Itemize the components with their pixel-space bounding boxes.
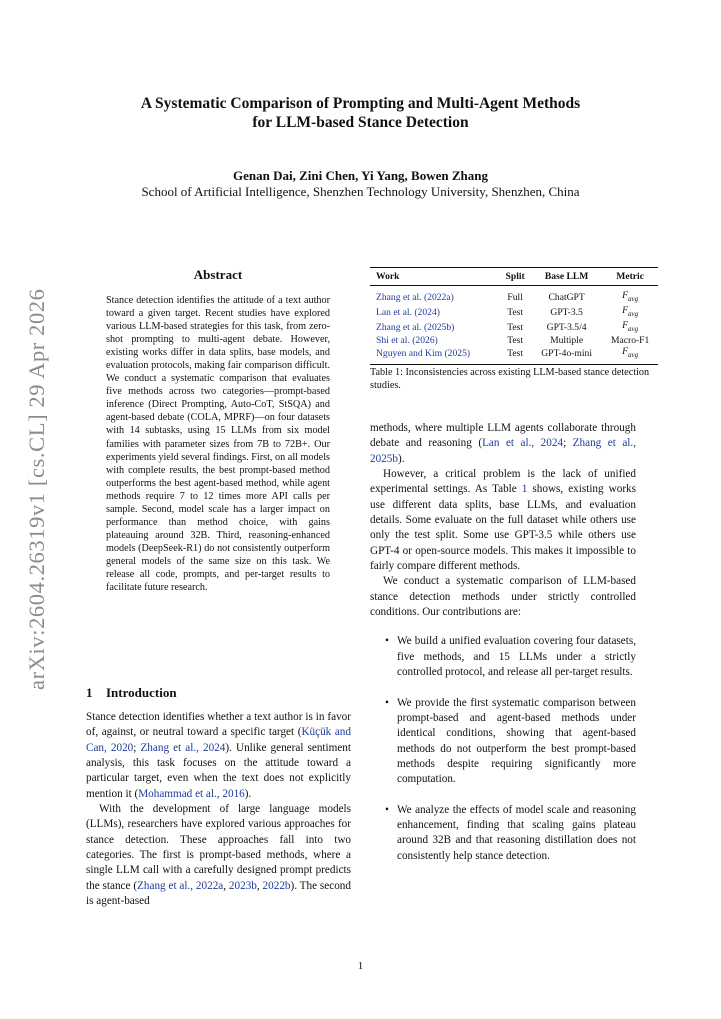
list-item-text: We analyze the effects of model scale and reasoning enhancement, finding that scaling gains plateau around 32B and that reasoning distillation does not consistently help stance detection. bbox=[397, 803, 636, 862]
table-cell-work bbox=[370, 335, 499, 346]
citation-link[interactable]: Zhang et al. (2022a) bbox=[376, 291, 454, 303]
table-cell-work bbox=[370, 346, 499, 364]
table-cell-base-llm: ChatGPT bbox=[548, 291, 585, 303]
table-cell-split: Test bbox=[507, 321, 524, 333]
list-item bbox=[370, 696, 636, 788]
table-cell-work bbox=[370, 305, 499, 320]
citation-link[interactable]: 2023b bbox=[228, 879, 257, 892]
text-span: shows, existing works use different data splits, base LLMs, and evaluation details. Some evaluate on the full dataset while others use only the test split. Some use GPT-3.5 while others use GPT-4 or open-source models. This makes it impossible to fairly compare different methods. bbox=[370, 483, 636, 573]
table-caption: Table 1: Inconsistencies across existing LLM-based stance detection studies. bbox=[370, 367, 650, 391]
citation-link[interactable]: Zhang et al., 2025b bbox=[370, 437, 636, 465]
table-cell-base-llm: GPT-3.5 bbox=[550, 306, 583, 318]
citation-link[interactable]: 2022b bbox=[262, 879, 291, 892]
table-cell-metric bbox=[602, 286, 658, 305]
table-cell-base-llm: GPT-4o-mini bbox=[541, 347, 593, 359]
citation-link[interactable]: Zhang et al., 2024 bbox=[140, 741, 226, 754]
table-row bbox=[370, 320, 658, 335]
right-paragraph-3: We conduct a systematic comparison of LLM-based stance detection methods under strictly controlled conditions. Our contributions are: bbox=[370, 575, 636, 619]
text-span: ). bbox=[244, 787, 252, 800]
table-row bbox=[370, 305, 658, 320]
metric-symbol: Macro-F1 bbox=[610, 334, 650, 346]
bullet-icon: • bbox=[385, 803, 389, 816]
abstract-text: Stance detection identifies the attitude of a text author toward a given target. Recent studies have explored various LLM-based strategies for this task, from zero-shot prompting to multi-agent debate. However, existing works differ in data splits, base models, and evaluation protocols, making fair comparison difficult. We conduct a systematic comparison that evaluates five methods across two categories—prompt-based inference (Direct Prompting, Auto-CoT, StSQA) and agent-based debate (COLA, MPRF)—on four datasets with 14 subtasks, using 15 LLMs from six model families with parameter sizes from 7B to 72B+. Our experiments yield several findings. First, on all models with complete results, the best prompt-based method outperforms the best agent-based method, while agent methods require 7 to 12 times more API calls per sample. Second, model scale has a larger impact on performance than method choice, with gains plateauing around 32B. Third, reasoning-enhanced models (DeepSeek-R1) do not consistently outperform general models of the same size on this task. We release all code, prompts, and per-target results to facilitate future research. bbox=[106, 295, 330, 594]
citation-link[interactable]: Mohammad et al., 2016 bbox=[138, 787, 245, 800]
table-cell-split: Test bbox=[507, 306, 524, 318]
contributions-list bbox=[370, 634, 636, 863]
citation-link[interactable]: Lan et al., 2024 bbox=[482, 437, 564, 450]
citation-link[interactable]: Lan et al. (2024) bbox=[376, 306, 440, 318]
bullet-icon: • bbox=[385, 635, 389, 648]
text-span: ). Unlike general sentiment analysis, this task focuses on the attitude toward a particular target, even when the text does not explicitly mention it ( bbox=[86, 741, 352, 800]
table-cell-metric bbox=[602, 320, 658, 335]
metric-symbol: F bbox=[622, 290, 629, 301]
list-item bbox=[370, 803, 636, 864]
table-row bbox=[370, 346, 658, 364]
paper-title bbox=[0, 94, 721, 132]
list-item-text: We provide the first systematic comparison between prompt-based and agent-based methods under identical conditions, showing that agent-based methods do not outperform the best prompt-based methods despite requiring significantly more computation. bbox=[397, 696, 636, 786]
bullet-icon: • bbox=[385, 696, 389, 709]
citation-link[interactable]: Shi et al. (2026) bbox=[376, 334, 438, 346]
citation-link[interactable]: Zhang et al., 2022a bbox=[137, 879, 224, 892]
right-paragraph-2 bbox=[370, 467, 636, 574]
table-reference-link[interactable]: 1 bbox=[521, 483, 528, 496]
text-span: , bbox=[223, 879, 229, 892]
table-cell-split: Full bbox=[507, 291, 523, 303]
citation-link[interactable]: Küçük and Can, 2020 bbox=[86, 726, 351, 754]
list-item bbox=[370, 634, 636, 680]
text-span: Stance detection identifies whether a text author is in favor of, against, or neutral toward a specific target ( bbox=[86, 711, 351, 739]
table-cell-metric bbox=[602, 346, 658, 364]
text-span: However, a critical problem is the lack of unified experimental settings. As Table bbox=[370, 468, 636, 496]
table-cell-metric bbox=[602, 305, 658, 320]
right-paragraph-1 bbox=[370, 421, 636, 467]
metric-symbol: F bbox=[622, 345, 629, 357]
metric-symbol: F bbox=[622, 304, 629, 316]
text-span: With the development of large language models (LLMs), researchers have explored various approaches for stance detection. These approaches fall into two categories. The first is prompt-based methods, where a single LLM call with a carefully designed prompt predicts the stance ( bbox=[86, 803, 351, 892]
text-span: ; bbox=[563, 437, 573, 450]
table-body bbox=[370, 286, 658, 365]
title-line-2: for LLM-based Stance Detection bbox=[252, 114, 469, 131]
metric-subscript: avg bbox=[628, 294, 639, 303]
text-span: ). The second is agent-based bbox=[86, 879, 351, 908]
page-number: 1 bbox=[357, 960, 364, 972]
citation-link[interactable]: Zhang et al. (2025b) bbox=[376, 321, 455, 333]
column-header-metric: Metric bbox=[616, 271, 644, 282]
author-list: Genan Dai, Zini Chen, Yi Yang, Bowen Zhang bbox=[232, 168, 488, 183]
column-header-work: Work bbox=[376, 271, 400, 282]
title-line-1: A Systematic Comparison of Prompting and Multi-Agent Methods bbox=[140, 95, 581, 112]
metric-subscript: avg bbox=[628, 324, 639, 333]
table-cell-metric bbox=[602, 335, 658, 346]
table-cell-split: Test bbox=[507, 347, 524, 359]
table-cell-work bbox=[370, 320, 499, 335]
metric-subscript: avg bbox=[628, 309, 639, 318]
section-title: Introduction bbox=[106, 685, 177, 700]
abstract-heading: Abstract bbox=[193, 267, 243, 282]
arxiv-stamp: arXiv:2604.26319v1 [cs.CL] 29 Apr 2026 bbox=[24, 288, 49, 690]
intro-paragraph-2 bbox=[86, 802, 351, 909]
table-cell-base-llm: Multiple bbox=[550, 334, 584, 346]
metric-subscript: avg bbox=[628, 350, 639, 359]
table-row bbox=[370, 335, 658, 346]
table-cell-work bbox=[370, 286, 499, 305]
affiliation: School of Artificial Intelligence, Shenzhen Technology University, Shenzhen, China bbox=[141, 184, 580, 199]
section-heading-introduction bbox=[86, 685, 177, 701]
column-header-base-llm: Base LLM bbox=[544, 271, 589, 282]
column-header-split: Split bbox=[505, 271, 525, 282]
table-row bbox=[370, 286, 658, 305]
list-item-text: We build a unified evaluation covering four datasets, five methods, and 15 LLMs under a strictly controlled protocol, and release all per-target results. bbox=[397, 635, 636, 679]
section-number: 1 bbox=[86, 685, 93, 700]
comparison-table bbox=[370, 267, 658, 365]
text-span: ). bbox=[397, 452, 405, 465]
table-cell-base-llm: GPT-3.5/4 bbox=[546, 321, 587, 333]
right-column-body bbox=[370, 421, 636, 879]
table-cell-split: Test bbox=[507, 334, 524, 346]
table-header-row bbox=[370, 268, 658, 286]
intro-paragraph-1 bbox=[86, 710, 351, 802]
citation-link[interactable]: Nguyen and Kim (2025) bbox=[376, 347, 471, 359]
text-span: methods, where multiple LLM agents collaborate through debate and reasoning ( bbox=[370, 422, 636, 450]
text-span: , bbox=[256, 879, 263, 892]
introduction-body bbox=[86, 710, 351, 909]
metric-symbol: F bbox=[622, 319, 629, 331]
text-span: ; bbox=[133, 741, 141, 754]
